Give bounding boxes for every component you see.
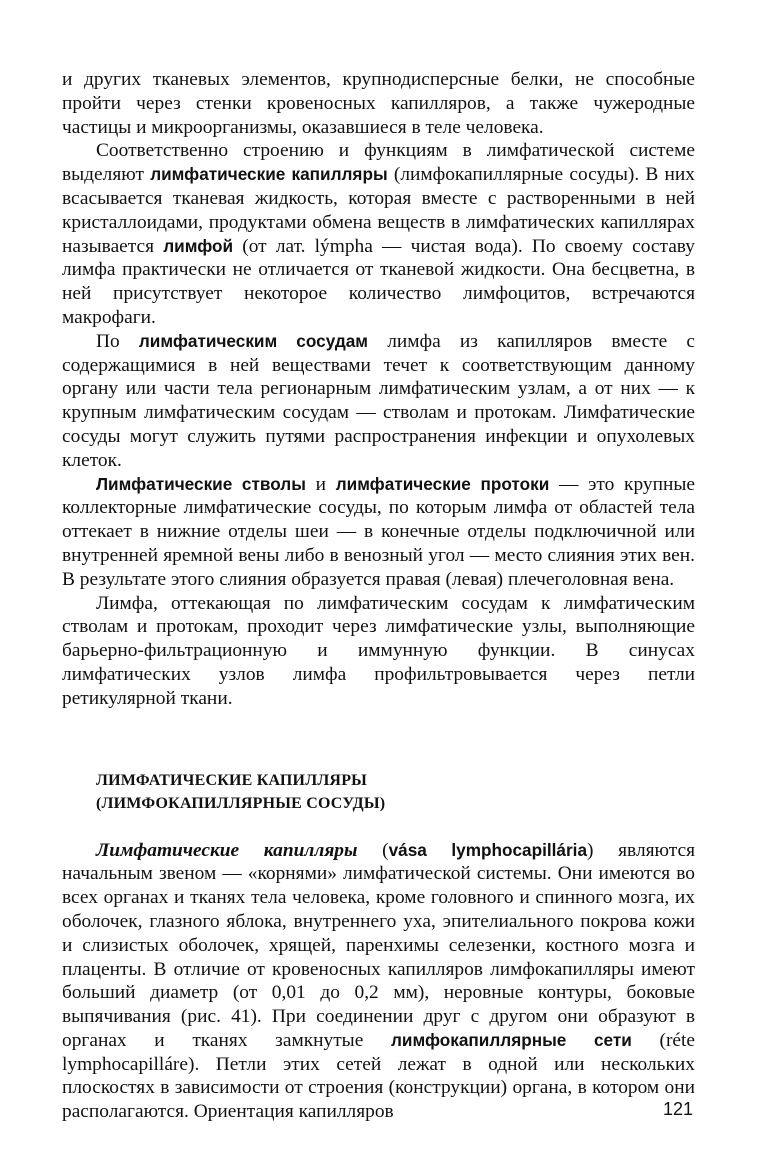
term-lymph-ducts: лимфатические протоки bbox=[335, 473, 550, 494]
text: (réte lymphocapilláre). Петли этих сетей лежат в одной или нескольких плоскостях в зависимости от строения (конструкции) органа, в котором они располагаются. Ориентация капилляров bbox=[62, 1029, 696, 1123]
paragraph-5: Лимфа, оттекающая по лимфатическим сосудам к лимфатическим стволам и протокам, проходит через лимфатические узлы, выполняющие барьерно-фильтрационную и иммунную функции. В синусах лимфатических узлов лимфа профильтровывается через петли ретикулярной ткани. bbox=[62, 592, 695, 709]
text: ) являются начальным звеном — «корнями» лимфатической системы. Они имеются во всех органах и тканях тела человека, кроме головного и спинного мозга, их оболочек, глазного яблока, внутреннего уха, эпителиального покрова кожи и слизистых оболочек, хрящей, паренхимы селезенки, костного мозга и плаценты. В отличие от кровеносных капилляров лимфокапилляры имеют больший диаметр (от 0,01 до 0,2 мм), неровные контуры, боковые выпячивания (рис. 41). При соединении друг с другом они образуют в органах и тканях замкнутые bbox=[62, 839, 696, 1051]
paragraph-3 bbox=[62, 330, 695, 473]
text: и bbox=[305, 473, 336, 495]
text: Соответственно строению и функциям в лимфатической системе выделяют bbox=[62, 140, 695, 186]
text: По bbox=[96, 330, 139, 352]
term-lymph-vessels: лимфатическим сосудам bbox=[138, 330, 369, 351]
text: (от лат. lýmpha — чистая вода). По своему составу лимфа практически не отличается от тканевой жидкости. Она бесцветна, в ней присутствует некоторое количество лимфоцитов, встречаются макрофаги. bbox=[62, 235, 695, 328]
paragraph-1: и других тканевых элементов, крупнодисперсные белки, не способные пройти через стенки кровеносных капилляров, а также чужеродные частицы и микроорганизмы, оказавшиеся в теле человека. bbox=[62, 69, 695, 138]
term-lymph-capillaries: лимфатические капилляры bbox=[150, 164, 388, 185]
text: лимфа из капилляров вместе с содержащимися в ней веществами течет к соответствующим данному органу или части тела регионарным лимфатическим узлам, а от них — к крупным лимфатическим сосудам — стволам и протокам. Лимфатические сосуды могут служить путями распространения инфекции и опухолевых клеток. bbox=[62, 330, 695, 471]
text: ( bbox=[357, 839, 389, 861]
term-lymphocapillary-networks: лимфокапиллярные сети bbox=[390, 1029, 632, 1050]
page-body bbox=[62, 68, 695, 1124]
latin-term: vásа lymphocapillária bbox=[388, 839, 588, 860]
heading-line-1: ЛИМФАТИЧЕСКИЕ КАПИЛЛЯРЫ bbox=[96, 771, 368, 789]
text: (лимфокапиллярные сосуды). В них всасывается тканевая жидкость, которая вместе с растворенными в ней кристаллоидами, продуктами обмена веществ в лимфатических капиллярах называется bbox=[62, 164, 695, 257]
paragraph-6 bbox=[62, 839, 695, 1125]
term-lymph-capillaries-italic: Лимфатические капилляры bbox=[96, 839, 358, 861]
term-lymph: лимфой bbox=[163, 235, 234, 256]
page-number: 121 bbox=[662, 1099, 693, 1119]
paragraph-4 bbox=[62, 473, 695, 592]
section-heading bbox=[96, 769, 695, 815]
text: — это крупные коллекторные лимфатические сосуды, по которым лимфа от областей тела оттекает в нижние отделы шеи — в конечные отделы подключичной или внутренней яремной вены либо в венозный угол — место слияния этих вен. В результате этого слияния образуется правая (левая) плечеголовная вена. bbox=[62, 473, 695, 590]
paragraph-2 bbox=[62, 139, 695, 329]
term-lymph-trunks: Лимфатические стволы bbox=[96, 473, 306, 494]
heading-line-2: (ЛИМФОКАПИЛЛЯРНЫЕ СОСУДЫ) bbox=[96, 794, 386, 812]
